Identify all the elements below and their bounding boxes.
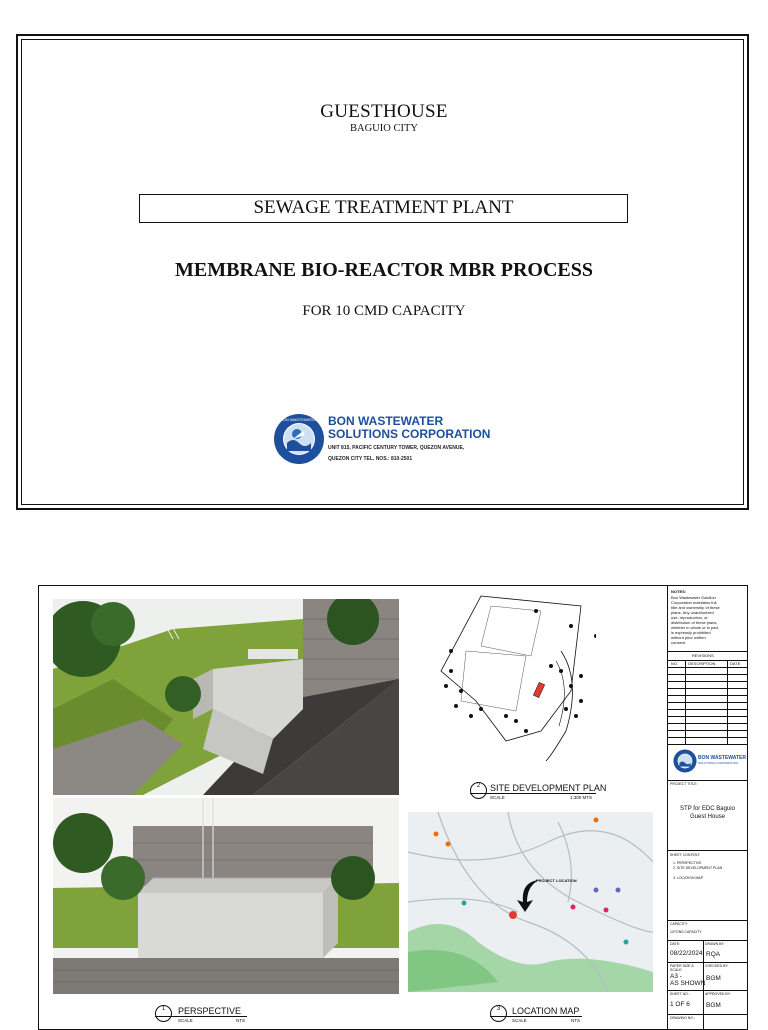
revisions-row-line: [667, 681, 748, 682]
project-title-line2: Guest House: [689, 814, 726, 820]
svg-text:BON WASTEWATER: BON WASTEWATER: [280, 417, 318, 422]
revisions-row-line: [667, 723, 748, 724]
paper-size-value-2: AS SHOWN: [670, 980, 706, 987]
notes-heading: NOTES:: [671, 589, 687, 594]
sheet-no-label: SHEET NO.:: [670, 992, 690, 996]
revisions-col-line: [685, 660, 686, 744]
cover-location: BAGUIO CITY: [350, 123, 418, 134]
date-value: 08/22/2024: [670, 950, 703, 957]
view-3-scale-label: SCALE: [512, 1018, 527, 1023]
notes-text: Bon Wastewater Solution Corporation maintains full title and ownership of these plans. Any unauthorized use, reproduction, or distribution of these plans, whether in whole or in part, is expressly prohibited without prior written consent.: [671, 595, 720, 645]
perspective-render-top: [53, 599, 399, 795]
checked-by-value: BGM: [706, 975, 721, 982]
view-3-number-bubble: [490, 1005, 507, 1022]
capacity-label: CAPACITY:: [670, 922, 689, 926]
title-block-company-line1: BON WASTEWATER: [698, 755, 746, 761]
revisions-row-line: [667, 730, 748, 731]
rev-col-description: DESCRIPTION: [688, 661, 716, 666]
company-seal-logo: [273, 413, 325, 465]
view-2-title: SITE DEVELOPMENT PLAN: [490, 783, 607, 793]
perspective-render-bottom: [53, 798, 399, 994]
drawing-no-label: DRAWING NO.:: [670, 1016, 695, 1020]
company-name-line2: SOLUTIONS CORPORATION: [328, 427, 491, 441]
revisions-row-line: [667, 674, 748, 675]
view-3-underline: [490, 1016, 582, 1017]
view-2-underline: [470, 793, 596, 794]
paper-size-value-1: A3 -: [670, 973, 682, 980]
approved-by-label: APPROVED BY:: [705, 992, 731, 996]
title-block-divider: [667, 940, 748, 941]
project-location-label: PROJECT LOCATION: [536, 878, 577, 883]
date-label: DATE:: [670, 942, 681, 946]
revisions-row-line: [667, 688, 748, 689]
sheet-content-label: SHEET CONTENT:: [670, 853, 701, 857]
sheet-no-value: 1 OF 6: [670, 1001, 690, 1008]
revisions-row-line: [667, 709, 748, 710]
checked-by-label: CHECKED BY:: [705, 964, 729, 968]
view-3-number: 3: [496, 1006, 501, 1012]
project-location-arrow-icon: [515, 878, 541, 912]
revisions-row-line: [667, 737, 748, 738]
view-1-scale-label: SCALE: [178, 1018, 193, 1023]
view-1-title: PERSPECTIVE: [178, 1006, 242, 1016]
company-address-line1: UNIT 815, PACIFIC CENTURY TOWER, QUEZON AVENUE,: [328, 445, 465, 451]
cover-title: GUESTHOUSE: [320, 101, 448, 122]
revisions-row-line: [667, 667, 748, 668]
view-1-underline: [155, 1016, 247, 1017]
paper-size-label: PAPER SIZE & SCALE:: [670, 964, 694, 972]
rev-col-no: NO.: [671, 661, 679, 666]
approved-by-value: BGM: [706, 1002, 721, 1009]
sheet-content-item: 1. PERSPECTIVE: [673, 861, 702, 865]
title-block-divider: [667, 1014, 748, 1015]
company-address-line2: QUEZON CITY TEL. NOS.: 810-2501: [328, 456, 413, 462]
title-block-seal-logo: [673, 749, 697, 773]
sheet-content-item: 2. SITE DEVELOPMENT PLAN: [673, 866, 723, 870]
drawn-by-label: DRAWN BY:: [705, 942, 725, 946]
title-block-divider: [667, 780, 748, 781]
view-2-scale-label: SCALE: [490, 795, 505, 800]
cover-boxed-heading: SEWAGE TREATMENT PLANT: [139, 194, 628, 223]
view-2-scale-value: 1:300 MTS: [570, 795, 593, 800]
title-block-divider: [667, 962, 748, 963]
title-block-divider: [667, 920, 748, 921]
drawn-by-value: RQA: [706, 951, 721, 958]
title-block-company-line2: SOLUTIONS CORPORATION: [698, 761, 739, 765]
view-1-number: 1: [161, 1006, 166, 1012]
view-3-scale-value: NTS: [571, 1018, 580, 1023]
view-1-scale-value: NTS: [236, 1018, 245, 1023]
cover-capacity: FOR 10 CMD CAPACITY: [302, 303, 466, 319]
view-3-title: LOCATION MAP: [512, 1006, 580, 1016]
title-block-divider: [667, 651, 748, 652]
view-2-number-bubble: [470, 782, 487, 799]
revisions-col-line: [727, 660, 728, 744]
cover-process-heading: MEMBRANE BIO-REACTOR MBR PROCESS: [175, 259, 593, 281]
title-block-divider: [667, 990, 748, 991]
sheet-content-item: 3. LOCATION MAP: [673, 876, 704, 880]
title-block-divider: [667, 744, 748, 745]
revisions-heading: REVISIONS: [692, 653, 714, 658]
site-development-plan-drawing: [421, 591, 596, 761]
project-title-line1: STP for EDC Baguio: [680, 806, 735, 812]
revisions-row-line: [667, 702, 748, 703]
company-name-line1: BON WASTEWATER: [328, 414, 444, 428]
revisions-row-line: [667, 695, 748, 696]
capacity-value: 10TONS CAPACITY: [670, 930, 702, 934]
view-1-number-bubble: [155, 1005, 172, 1022]
view-2-number: 2: [476, 783, 481, 789]
title-block-divider: [667, 850, 748, 851]
revisions-row-line: [667, 716, 748, 717]
project-title-label: PROJECT TITLE:: [670, 782, 698, 786]
rev-col-date: DATE: [730, 661, 741, 666]
